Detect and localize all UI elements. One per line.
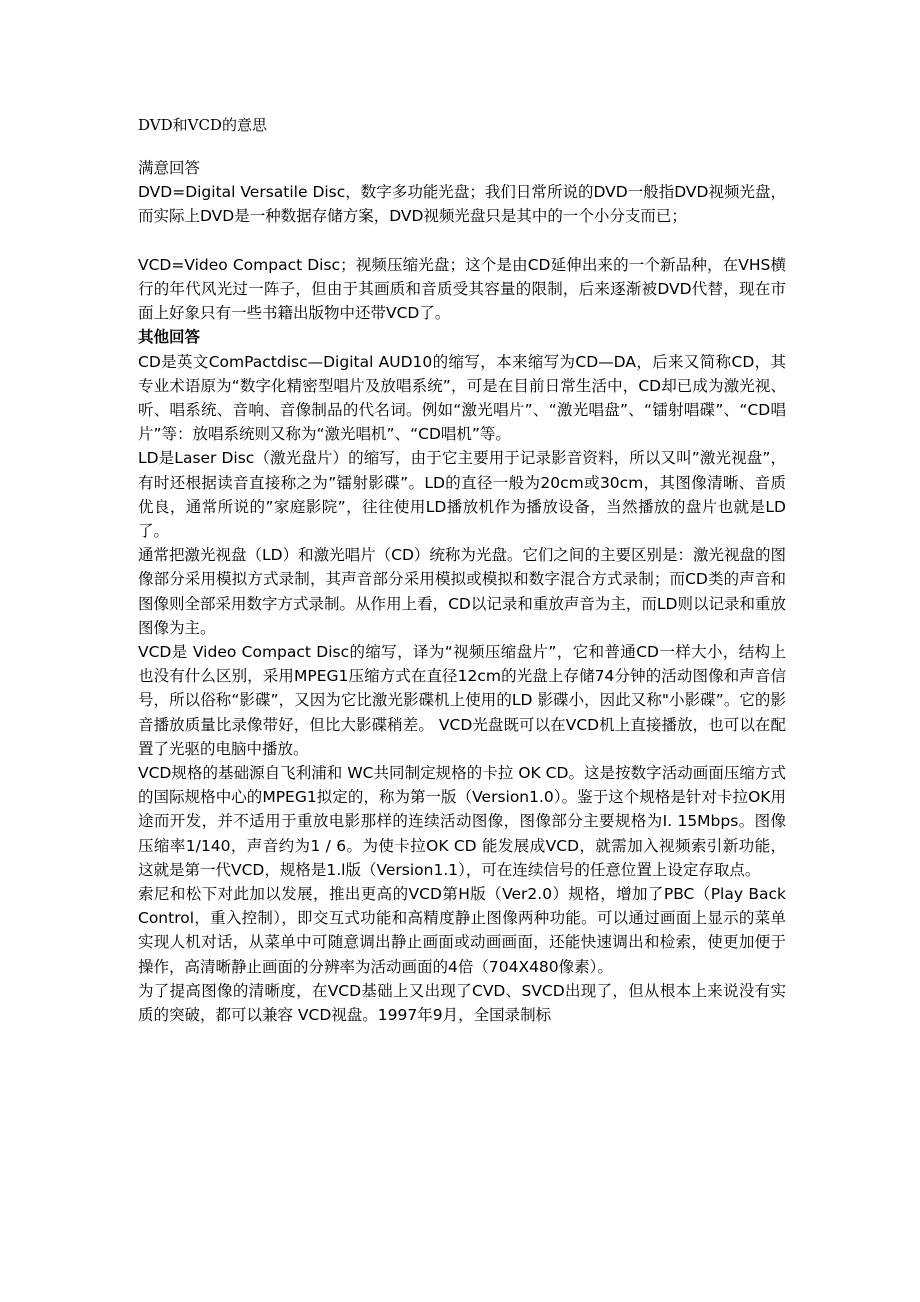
other-paragraph-optical-disc: 通常把激光视盘（LD）和激光唱片（CD）统称为光盘。它们之间的主要区别是：激光视盘的图像部分采用模拟方式录制，其声音部分采用模拟或模拟和数字混合方式录制；而CD类的声音和图像则全部采用数字方式录制。从作用上看，CD以记录和重放声音为主，而LD则以记录和重放图像为主。: [138, 546, 786, 637]
document-title: DVD和VCD的意思: [138, 116, 267, 134]
document-body: [138, 156, 786, 1027]
other-answers-heading: 其他回答: [138, 328, 201, 347]
other-paragraph-vcd-v2: 索尼和松下对此加以发展，推出更高的VCD第H版（Ver2.0）规格，增加了PBC（Play Back Control，重入控制），即交互式功能和高精度静止图像两种功能。可以通过画面上显示的菜单实现人机对话，从菜单中可随意调出静止画面或动画画面，还能快速调出和检索，使更加便于操作，高清晰静止画面的分辨率为活动画面的4倍（704X480像素）。: [138, 885, 786, 976]
other-paragraph-vcd: VCD是 Video Compact Disc的缩写，译为“视频压缩盘片”，它和普通CD一样大小，结构上也没有什么区别，采用MPEG1压缩方式在直径12cm的光盘上存储74分钟的活动图像和声音信号，所以俗称“影碟”，又因为它比激光影碟机上使用的LD 影碟小，因此又称"小影碟”。它的影音播放质量比录像带好，但比大影碟稍差。 VCD光盘既可以在VCD机上直接播放，也可以在配置了光驱的电脑中播放。: [138, 643, 786, 758]
satisfied-paragraph-vcd: VCD=Video Compact Disc；视频压缩光盘；这个是由CD延伸出来的一个新品种，在VHS横行的年代风光过一阵子，但由于其画质和音质受其容量的限制，后来逐渐被DVD代替，现在市面上好象只有一些书籍出版物中还带VCD了。: [138, 255, 786, 323]
other-paragraph-vcd-spec: VCD规格的基础源自飞利浦和 WC共同制定规格的卡拉 OK CD。这是按数字活动画面压缩方式的国际规格中心的MPEG1拟定的，称为第一版（Version1.0）。鉴于这个规格是针对卡拉OK用途而开发，并不适用于重放电影那样的连续活动图像，图像部分主要规格为I. 15Mbps。图像压缩率1/140，声音约为1 / 6。为使卡拉OK CD 能发展成VCD，就需加入视频索引新功能，这就是第一代VCD，规格是1.l版（Version1.1），可在连续信号的任意位置上设定存取点。: [138, 764, 786, 879]
satisfied-paragraph-dvd: DVD=Digital Versatile Disc，数字多功能光盘；我们日常所说的DVD一般指DVD视频光盘，而实际上DVD是一种数据存储方案，DVD视频光盘只是其中的一个小分支而已；: [138, 183, 786, 226]
other-paragraph-cvd-svcd: 为了提高图像的清晰度，在VCD基础上又出现了CVD、SVCD出现了，但从根本上来说没有实质的突破，都可以兼容 VCD视盘。1997年9月，全国录制标: [138, 981, 786, 1025]
satisfied-answer-heading: 满意回答: [138, 159, 201, 177]
blank-line: [138, 229, 786, 253]
other-paragraph-ld: LD是Laser Disc（激光盘片）的缩写，由于它主要用于记录影音资料，所以又叫”激光视盘”，有时还根据读音直接称之为”镭射影碟”。LD的直径一般为20cm或30cm，其图像清晰、音质优良，通常所说的”家庭影院”，往往使用LD播放机作为播放设备，当然播放的盘片也就是LD了。: [138, 449, 786, 541]
other-paragraph-cd: CD是英文ComPactdisc—Digital AUD10的缩写，本来缩写为CD—DA，后来又简称CD，其专业术语原为“数字化精密型唱片及放唱系统”，可是在目前日常生活中，CD却已成为激光视、听、唱系统、音响、音像制品的代名词。例如“激光唱片”、“激光唱盘”、“镭射唱碟”、“CD唱片”等：放唱系统则又称为“激光唱机”、“CD唱机”等。: [138, 352, 786, 444]
